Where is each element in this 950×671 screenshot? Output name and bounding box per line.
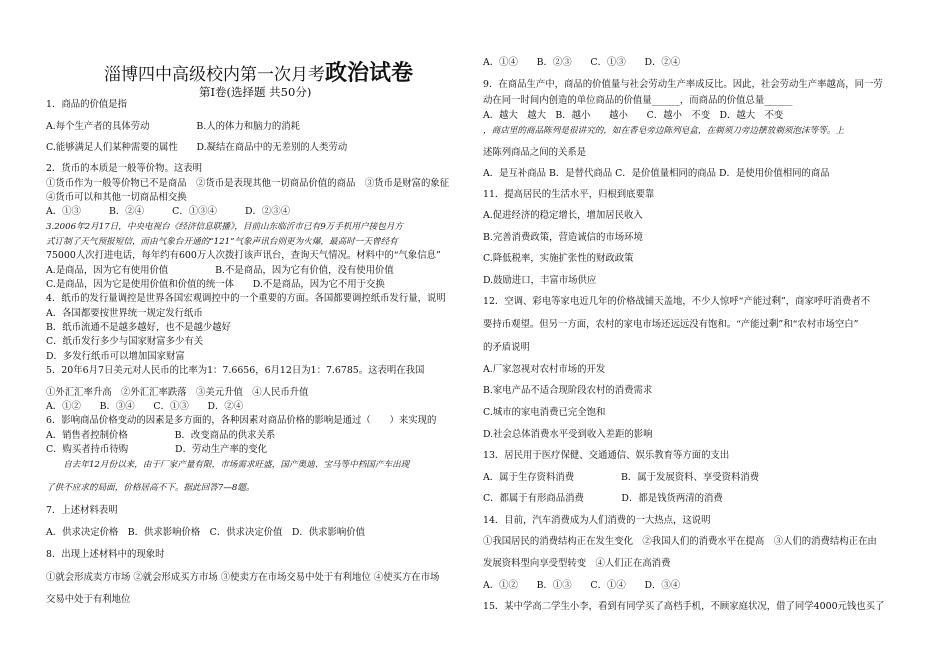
question-line: 7．上述材料表明 — [46, 505, 118, 516]
question-line: 75000人次打进电话，每年约有600万人次拨打该声讯台，查询天气情况。材料中的“气象信息” — [46, 250, 441, 261]
option-line: C．都属于有形商品消费 D．都是钱货两清的消费 — [483, 493, 723, 504]
question-line: ，商店里的商品陈列是很讲究的，如在香皂旁边陈列皂盒，在剃须刀旁边摆放剃须泡沫等等。上 — [483, 126, 844, 136]
exam-title-school: 淄博四中高级校内第一次月考 — [104, 65, 325, 85]
option-line: B.完善消费政策，营造诚信的市场环境 — [483, 232, 643, 243]
option-line: A.是商品，因为它有使用价值 B.不是商品，因为它有价值，没有使用价值 — [46, 265, 394, 276]
question-line: 式订制了天气预报短信，而由气象台开通的“121”气象声讯台则更为火爆，最高时一天曾经有 — [46, 237, 398, 247]
question-line: 的矛盾说明 — [483, 342, 530, 353]
option-line: A．销售者控制价格 B．改变商品的供求关系 — [46, 430, 276, 441]
option-line: A．①④ B．②③ C．①③ D．②④ — [483, 57, 681, 68]
question-line: 1．商品的价值是指 — [46, 99, 127, 110]
question-line: 9．在商品生产中，商品的价值量与社会劳动生产率成反比。因此，社会劳动生产率越高，同一劳 — [483, 79, 883, 90]
option-line: C.是商品，因为它是使用价值和价值的统一体 D.不是商品，因为它不用于交换 — [46, 279, 385, 290]
question-line: ①就会形成卖方市场 ②就会形成买方市场 ③使卖方在市场交易中处于有利地位 ④使买方在市场 — [46, 572, 440, 583]
option-line: A．①③ B．②④ C．①③④ D．②③④ — [46, 206, 290, 217]
question-line: 5．20年6月7日美元对人民币的比率为1：7.6656，6月12日为1：7.6785。这表明在我国 — [46, 365, 425, 376]
question-line: ①货币作为一般等价物已不是商品 ②货币是表现其他一切商品价值的商品 ③货币是财富的象征 — [46, 178, 450, 189]
question-line: 3.2006年2月17日，中央电视台《经济信息联播》，目前山东临沂市已有9万手机用户接包月方 — [46, 222, 404, 232]
question-line: 12．空调、彩电等家电近几年的价格战铺天盖地，不少人惊呼“产能过剩”，商家呼吁消费者不 — [483, 296, 871, 307]
question-line: ④货币可以和其他一切商品相交换 — [46, 192, 187, 203]
question-line: 11．提高居民的生活水平，归根到底要靠 — [483, 189, 655, 200]
option-line: A．①② B．③④ C．①③ D．②④ — [46, 401, 244, 412]
option-line: C.降低税率，实施扩张性的财政政策 — [483, 253, 634, 264]
option-line: A．属于生存资料消费 B．属于发展资料、享受资料消费 — [483, 472, 760, 483]
option-line: C.能够满足人们某种需要的属性 D.凝结在商品中的无差别的人类劳动 — [46, 142, 348, 153]
option-line: A.每个生产者的具体劳动 B.人的体力和脑力的消耗 — [46, 121, 300, 132]
option-line: C．纸币发行多少与国家财富多少有关 — [46, 336, 204, 347]
material-line: 了供不应求的局面，价格居高不下。据此回答7—8题。 — [46, 483, 255, 493]
option-line: D.鼓励进口，丰富市场供应 — [483, 275, 597, 286]
option-line: A．各国都要按世界统一规定发行纸币 — [46, 308, 203, 319]
option-line: D.社会总体消费水平受到收入差距的影响 — [483, 429, 653, 440]
question-line: 15．某中学高二学生小李，看到有同学买了高档手机，不顾家庭状况，借了同学4000元钱也买了 — [483, 601, 885, 612]
material-line: 自去年12月份以来，由于厂家产量有限，市场需求旺盛，国产奥迪、宝马等中档国产车出现 — [46, 460, 410, 470]
option-line: A.厂家忽视对农村市场的开发 — [483, 364, 606, 375]
question-line: 6．影响商品价格变动的因素是多方面的，各种因素对商品价格的影响是通过（ ）来实现的 — [46, 415, 437, 426]
question-line: 2．货币的本质是一般等价物。这表明 — [46, 163, 202, 174]
option-line: B.家电产品不适合现阶段农村的消费需求 — [483, 385, 653, 396]
option-line: A．①② B．①③ C．①④ D．③④ — [483, 580, 681, 591]
question-line: 要持币观望。但另一方面，农村的家电市场还远远没有饱和。“产能过剩”和“农村市场空白” — [483, 319, 859, 330]
question-line: 述陈列商品之间的关系是 — [483, 147, 587, 158]
question-line: 4．纸币的发行量调控是世界各国宏观调控中的一个重要的方面。各国都要调控纸币发行量，说明 — [46, 293, 446, 304]
option-line: A．供求决定价格 B．供求影响价格 C．供求决定价值 D．供求影响价值 — [46, 527, 365, 538]
question-line: 14．目前，汽车消费成为人们消费的一大热点，这说明 — [483, 515, 711, 526]
question-line: ①我国居民的消费结构正在发生变化 ②我国人们的消费水平在提高 ③人们的消费结构正在由 — [483, 536, 877, 547]
option-line: B．纸币流通不是越多越好，也不是越少越好 — [46, 322, 232, 333]
question-line: 动在同一时间内创造的单位商品的价值量______，而商品的价值总量______ — [483, 95, 793, 106]
question-line: 13．居民用于医疗保健、交通通信、娱乐教育等方面的支出 — [483, 450, 730, 461]
option-line: A．是互补商品 B．是替代商品 C．是价值量相同的商品 D．是使用价值相同的商品 — [483, 168, 830, 179]
option-line: C.城市的家电消费已完全饱和 — [483, 407, 606, 418]
question-line: 8．出现上述材料中的现象时 — [46, 549, 165, 560]
exam-title-subject: 政治试卷 — [325, 60, 414, 86]
question-line: ①外汇汇率升高 ②外汇汇率跌落 ③美元升值 ④人民币升值 — [46, 387, 309, 398]
option-line: C．购买者持币待购 D．劳动生产率的变化 — [46, 444, 267, 455]
question-line: 交易中处于有利地位 — [46, 594, 131, 605]
option-line: A.促进经济的稳定增长，增加居民收入 — [483, 210, 643, 221]
option-line: A．越大 越大 B．越小 越小 C．越小 不变 D．越大 不变 — [483, 110, 784, 121]
option-line: D．多发行纸币可以增加国家财富 — [46, 351, 185, 362]
exam-title — [104, 56, 413, 87]
question-line: 发展资料型向享受型转变 ④人们正在高消费 — [483, 558, 671, 569]
section-heading: 第Ⅰ卷(选择题 共50分) — [199, 85, 312, 99]
